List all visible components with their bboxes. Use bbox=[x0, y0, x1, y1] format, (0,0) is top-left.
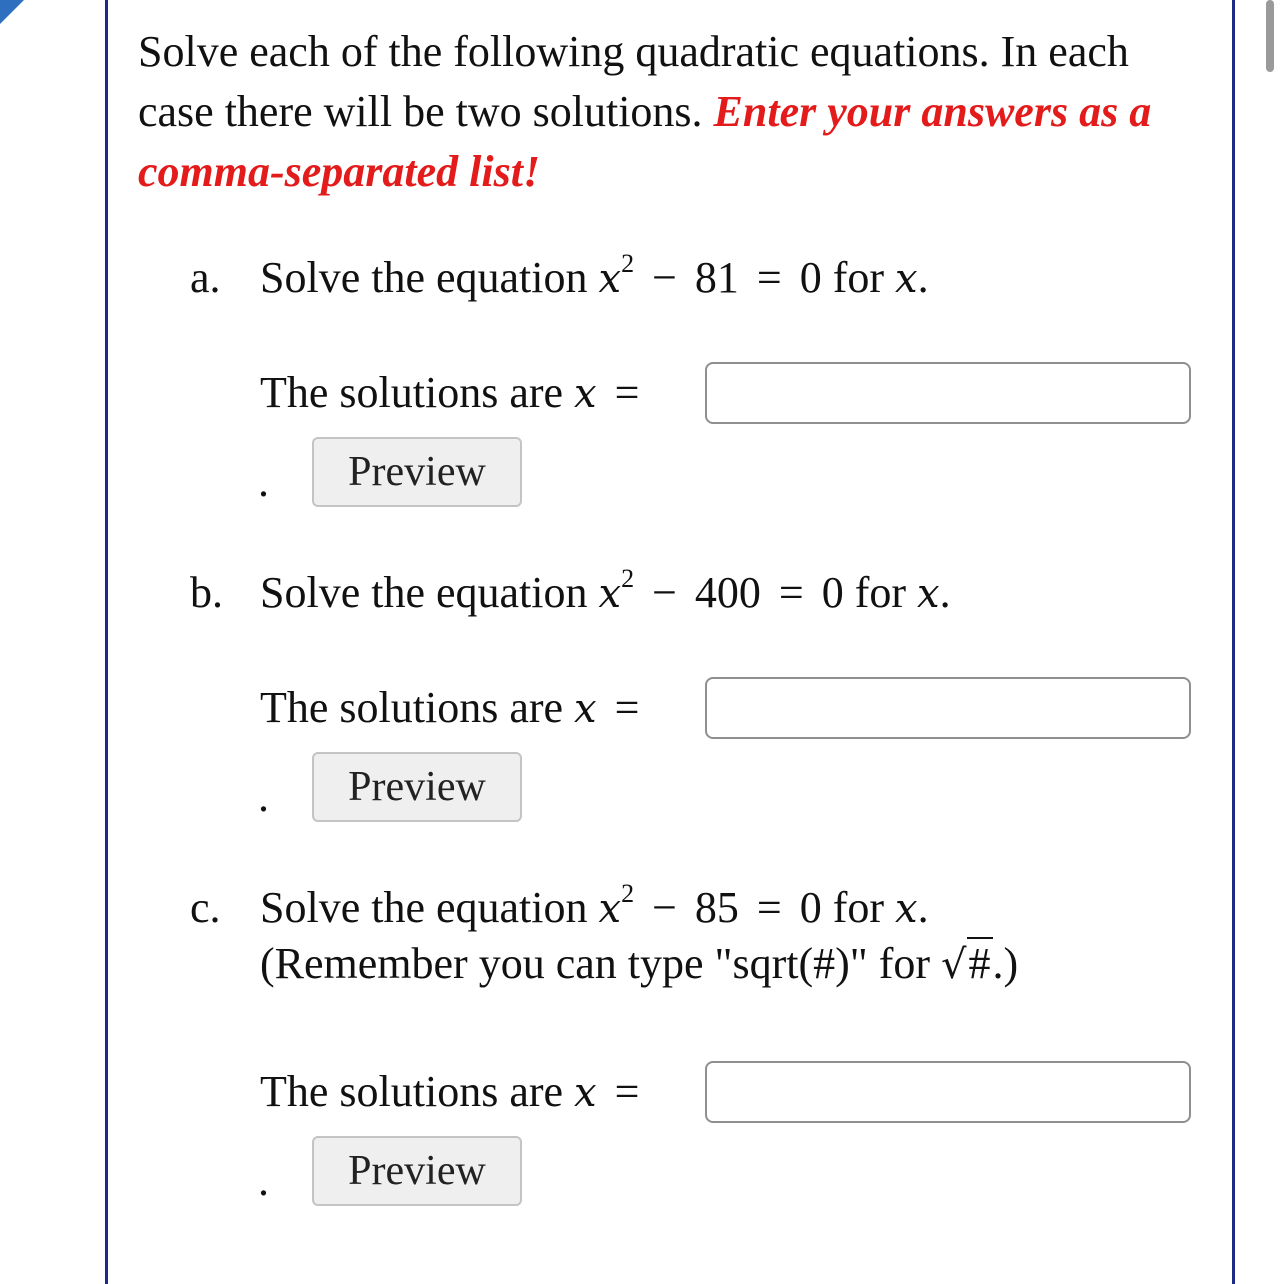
exponent: 2 bbox=[621, 879, 635, 908]
minus-sign: − bbox=[652, 883, 677, 932]
answer-input-b[interactable] bbox=[705, 677, 1191, 739]
constant: 81 bbox=[694, 253, 739, 302]
sqrt-hint-suffix: .) bbox=[992, 939, 1019, 988]
answer-label bbox=[260, 677, 657, 740]
question-prefix: Solve the equation bbox=[260, 883, 599, 932]
question-letter: c. bbox=[190, 883, 221, 932]
answer-equals: = bbox=[614, 368, 640, 417]
rhs-value: 0 bbox=[799, 883, 822, 932]
for-text: for bbox=[821, 883, 896, 932]
answer-row-a bbox=[260, 362, 1192, 424]
answer-label-text: The solutions are bbox=[260, 1067, 575, 1116]
answer-equals: = bbox=[614, 683, 640, 732]
preview-button-c[interactable]: Preview bbox=[312, 1136, 522, 1206]
trailing-period: . bbox=[258, 457, 269, 506]
variable: x bbox=[917, 571, 940, 617]
period: . bbox=[917, 253, 929, 302]
question-c-statement bbox=[190, 880, 1018, 936]
answer-input-a[interactable] bbox=[705, 362, 1191, 424]
trailing-period: . bbox=[258, 1156, 269, 1205]
constant: 400 bbox=[694, 568, 761, 617]
variable: x bbox=[895, 256, 918, 302]
corner-marker-icon bbox=[0, 0, 24, 24]
question-prefix: Solve the equation bbox=[260, 568, 599, 617]
answer-variable: x bbox=[574, 686, 597, 732]
exponent: 2 bbox=[621, 564, 635, 593]
exponent: 2 bbox=[621, 249, 635, 278]
equals-sign: = bbox=[756, 883, 782, 932]
period: . bbox=[917, 883, 929, 932]
question-letter: a. bbox=[190, 253, 221, 302]
question-b-statement bbox=[190, 565, 951, 621]
period: . bbox=[939, 568, 951, 617]
variable: x bbox=[895, 886, 918, 932]
answer-row-c bbox=[260, 1061, 1192, 1123]
trailing-period: . bbox=[258, 772, 269, 821]
question-c bbox=[190, 880, 1018, 992]
minus-sign: − bbox=[652, 568, 677, 617]
preview-button-b[interactable]: Preview bbox=[312, 752, 522, 822]
scrollbar-thumb[interactable] bbox=[1266, 0, 1274, 72]
question-a bbox=[190, 250, 929, 306]
answer-variable: x bbox=[574, 1070, 597, 1116]
sqrt-hint-prefix: (Remember you can type "sqrt(#)" for bbox=[260, 939, 942, 988]
rhs-value: 0 bbox=[799, 253, 822, 302]
for-text: for bbox=[821, 253, 896, 302]
for-text: for bbox=[843, 568, 918, 617]
minus-sign: − bbox=[652, 253, 677, 302]
sqrt-icon: √ bbox=[941, 942, 967, 988]
constant: 85 bbox=[694, 883, 739, 932]
answer-label bbox=[260, 1061, 657, 1124]
answer-equals: = bbox=[614, 1067, 640, 1116]
rhs-value: 0 bbox=[821, 568, 844, 617]
question-b bbox=[190, 565, 951, 621]
answer-label bbox=[260, 362, 657, 425]
question-prefix: Solve the equation bbox=[260, 253, 599, 302]
variable: x bbox=[598, 886, 622, 932]
equals-sign: = bbox=[756, 253, 782, 302]
answer-row-b bbox=[260, 677, 1192, 739]
answer-variable: x bbox=[574, 371, 597, 417]
answer-label-text: The solutions are bbox=[260, 368, 575, 417]
instructions-emphasis: Enter your answers as a comma-separated list! bbox=[138, 87, 1152, 196]
answer-input-c[interactable] bbox=[705, 1061, 1191, 1123]
sqrt-content: # bbox=[968, 939, 991, 988]
preview-button-a[interactable]: Preview bbox=[312, 437, 522, 507]
question-a-statement bbox=[190, 250, 929, 306]
instructions-text: Solve each of the following quadratic equations. In each case there will be two solutions. bbox=[138, 27, 1129, 136]
equals-sign: = bbox=[778, 568, 804, 617]
variable: x bbox=[598, 256, 622, 302]
answer-label-text: The solutions are bbox=[260, 683, 575, 732]
sqrt-hint bbox=[190, 936, 1018, 992]
question-letter: b. bbox=[190, 568, 223, 617]
variable: x bbox=[598, 571, 622, 617]
instructions bbox=[138, 22, 1208, 202]
